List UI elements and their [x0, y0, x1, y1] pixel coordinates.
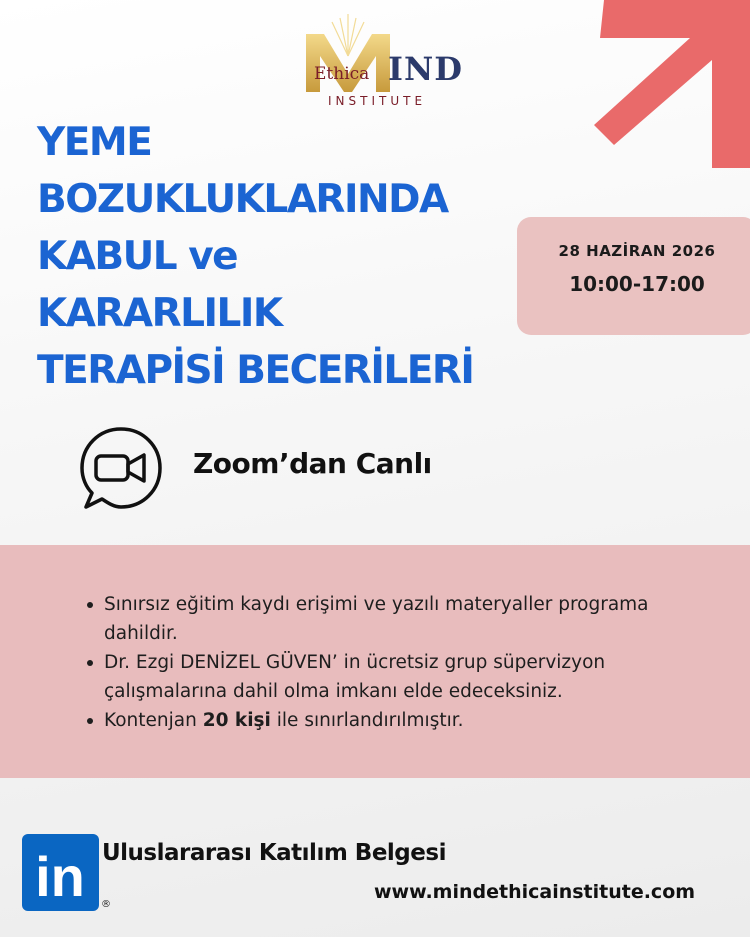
feature-text-3-prefix: Kontenjan — [104, 710, 203, 731]
date-time-box — [517, 217, 750, 335]
certificate-label: Uluslararası Katılım Belgesi — [102, 840, 446, 866]
logo-ethica-text: Ethica — [314, 64, 370, 84]
event-title — [37, 114, 517, 399]
logo-ind-text: IND — [388, 50, 463, 88]
linkedin-mark-text: in — [35, 845, 85, 908]
title-line-1: YEME — [37, 120, 152, 165]
title-line-3: KABUL ve — [37, 234, 238, 279]
video-camera-icon — [78, 425, 164, 511]
capacity-highlight: 20 kişi — [202, 710, 271, 731]
website-link[interactable]: www.mindethicainstitute.com — [374, 881, 696, 903]
list-item — [82, 590, 682, 648]
event-time: 10:00-17:00 — [569, 272, 705, 296]
list-item — [82, 648, 682, 706]
feature-text-1: Sınırsız eğitim kaydı erişimi ve yazılı materyaller programa dahildir. — [104, 594, 649, 644]
format-label: Zoom’dan Canlı — [193, 447, 432, 480]
title-line-5: TERAPİSİ BECERİLERİ — [37, 348, 474, 393]
feature-text-2: Dr. Ezgi DENİZEL GÜVEN’ in ücretsiz grup süpervizyon çalışmalarına dahil olma imkanı elde edeceksiniz. — [104, 652, 606, 702]
list-item — [82, 706, 682, 735]
feature-list — [82, 590, 682, 735]
logo-institute-text: INSTITUTE — [328, 94, 427, 108]
institute-logo — [300, 12, 490, 117]
title-line-4: KARARLILIK — [37, 291, 282, 336]
title-line-2: BOZUKLUKLARINDA — [37, 177, 448, 222]
linkedin-logo-icon — [22, 834, 99, 911]
event-date: 28 HAZİRAN 2026 — [558, 242, 716, 260]
feature-text-3-suffix: ile sınırlandırılmıştır. — [270, 710, 464, 731]
registered-mark: ® — [101, 899, 111, 910]
